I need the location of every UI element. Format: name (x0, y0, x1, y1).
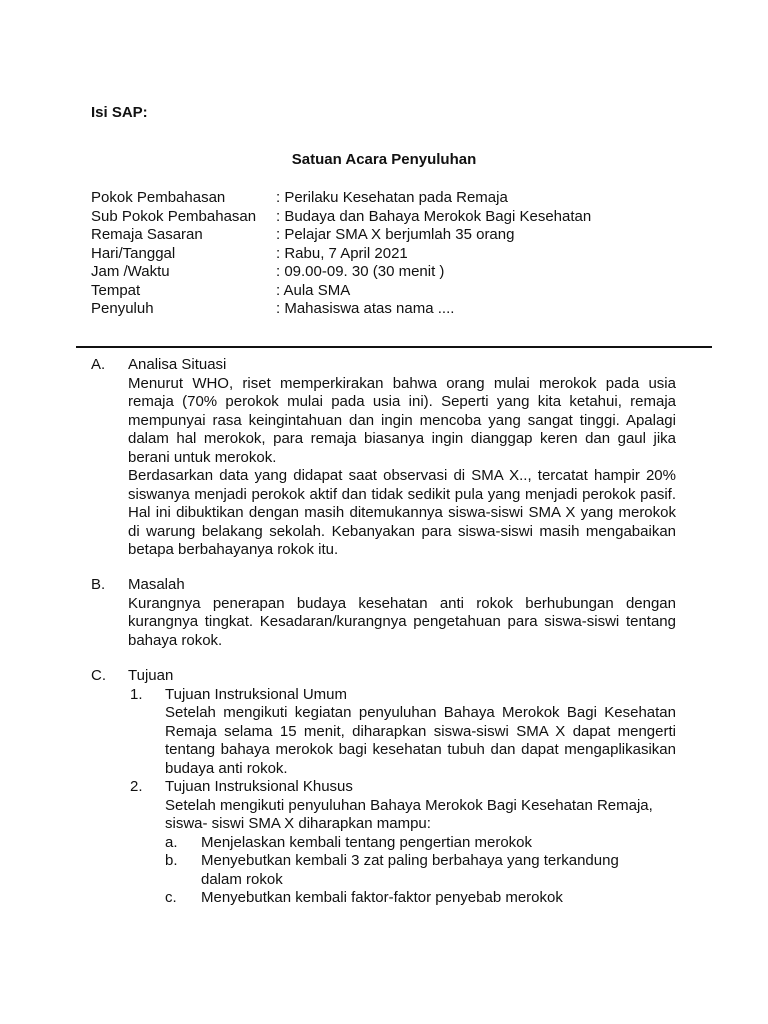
section-b-title: Masalah (128, 576, 185, 593)
section-a-paragraph-2: Berdasarkan data yang didapat saat observasi di SMA X.., tercatat hampir 20% siswanya menjadi perokok aktif dan tidak sedikit pula yang menjadi perokok pasif. Hal ini dibuktikan dengan masih ditemukannya siswa-siswi SMA X yang merokok di warung belakang sekolah. Kebanyakan para siswa-siswi masih mengabaikan betapa berbahayanya rokok itu. (128, 467, 676, 558)
info-value: : Aula SMA (276, 281, 351, 299)
info-value: : 09.00-09. 30 (30 menit ) (276, 263, 445, 280)
info-row (91, 282, 731, 301)
section-c-title: Tujuan (128, 667, 174, 684)
list-item-letter: c. (165, 889, 177, 906)
info-row (91, 263, 731, 282)
info-value: : Pelajar SMA X berjumlah 35 orang (276, 226, 515, 243)
section-b-letter: B. (91, 576, 106, 593)
section-a-letter: A. (91, 356, 106, 373)
list-item-text: Menyebutkan kembali 3 zat paling berbahaya yang terkandung dalam rokok (201, 852, 619, 888)
list-item-letter: a. (165, 833, 178, 851)
info-label: Tempat (91, 281, 141, 299)
goal-1-title: Tujuan Instruksional Umum (165, 685, 348, 703)
info-label: Penyuluh (91, 300, 154, 317)
info-label: Remaja Sasaran (91, 226, 203, 243)
info-row (91, 189, 731, 208)
info-row (91, 226, 731, 245)
list-item-text: Menjelaskan kembali tentang pengertian merokok (201, 833, 533, 851)
list-item-letter: b. (165, 852, 178, 869)
info-row (91, 208, 731, 227)
section-c-letter: C. (91, 667, 106, 684)
info-row (91, 300, 731, 319)
horizontal-divider (76, 346, 712, 348)
goal-2-text-line-1: Setelah mengikuti penyuluhan Bahaya Merokok Bagi Kesehatan Remaja, (165, 796, 653, 814)
info-row (91, 245, 731, 264)
document-title: Satuan Acara Penyuluhan (291, 151, 477, 168)
goal-2-text-line-2: siswa- siswi SMA X diharapkan mampu: (165, 815, 431, 832)
info-value: : Mahasiswa atas nama .... (276, 300, 455, 317)
info-label: Jam /Waktu (91, 263, 170, 280)
section-b-paragraph: Kurangnya penerapan budaya kesehatan anti rokok berhubungan dengan kurangnya tingkat. Kesadaran/kurangnya pengetahuan para siswa-siswi tentang bahaya rokok. (128, 594, 676, 649)
document-heading: Isi SAP: (91, 104, 148, 121)
info-label: Hari/Tanggal (91, 244, 176, 262)
info-label: Pokok Pembahasan (91, 189, 226, 206)
goal-1-number: 1. (130, 685, 143, 703)
info-value: : Perilaku Kesehatan pada Remaja (276, 189, 508, 206)
section-a-title: Analisa Situasi (128, 356, 227, 373)
list-item-text: Menyebutkan kembali faktor-faktor penyebab merokok (201, 889, 563, 906)
info-value: : Budaya dan Bahaya Merokok Bagi Kesehatan (276, 207, 592, 225)
info-value: : Rabu, 7 April 2021 (276, 244, 408, 262)
goal-1-text: Setelah mengikuti kegiatan penyuluhan Bahaya Merokok Bagi Kesehatan Remaja selama 15 menit, diharapkan siswa-siswi SMA X dapat mengerti tentang bahaya merokok bagi kesehatan tubuh dan dapat mengaplikasikan budaya anti rokok. (165, 704, 676, 777)
goal-2-title: Tujuan Instruksional Khusus (165, 778, 353, 795)
info-label: Sub Pokok Pembahasan (91, 207, 257, 225)
goal-2-number: 2. (130, 778, 143, 795)
section-a-paragraph-1: Menurut WHO, riset memperkirakan bahwa orang mulai merokok pada usia remaja (70% perokok mulai pada usia ini). Seperti yang kita ketahui, remaja mempunyai rasa keingintahuan dan ingin mencoba yang sangat tinggi. Apalagi dalam hal merokok, para remaja biasanya ingin dianggap keren dan gaul jika berani untuk merokok. (128, 374, 676, 466)
